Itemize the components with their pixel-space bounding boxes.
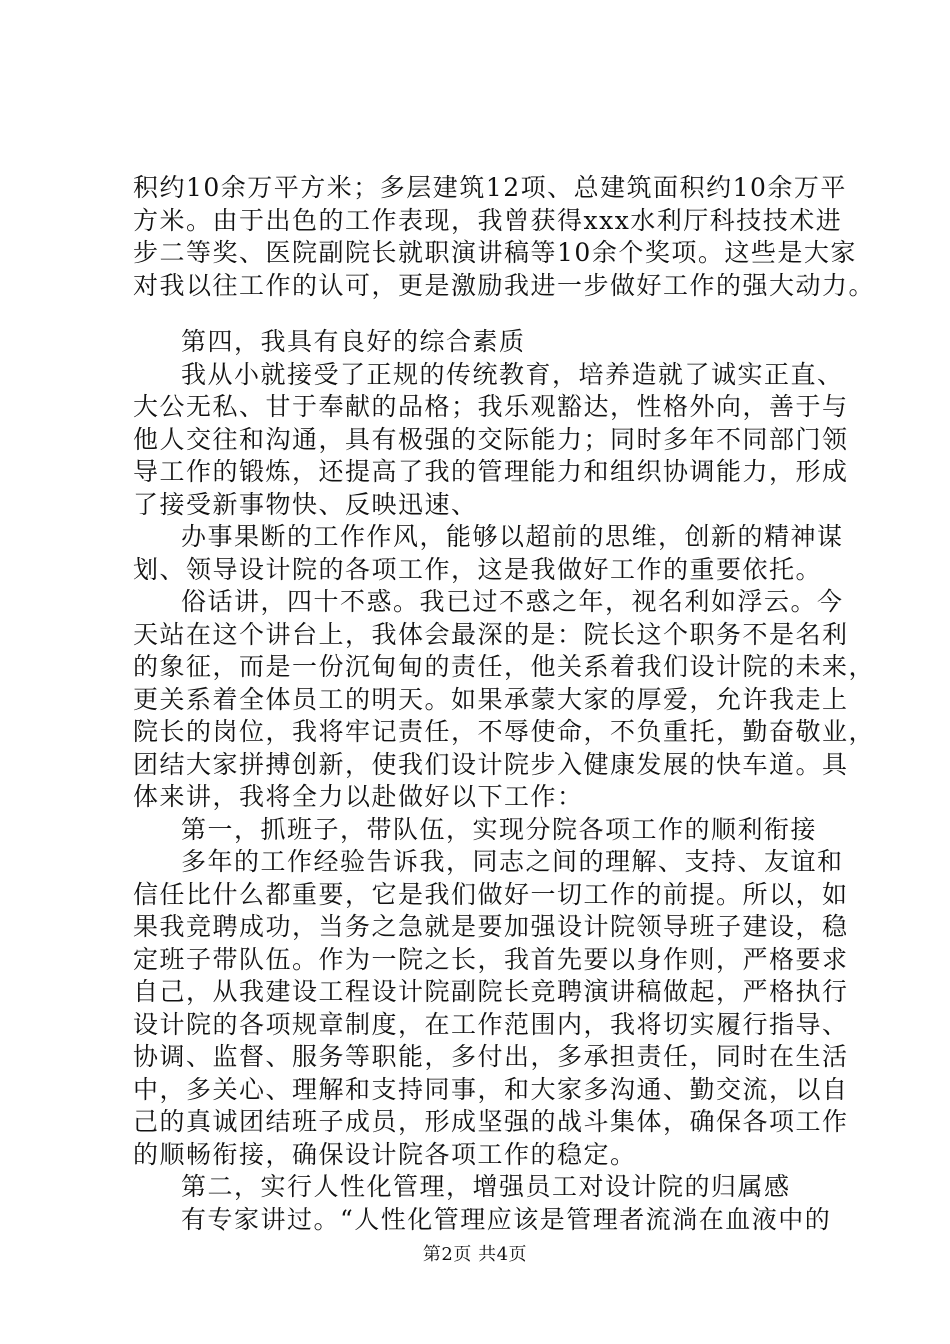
text-line: 第四，我具有良好的综合素质: [181, 327, 526, 356]
text-line: 设计院的各项规章制度，在工作范围内，我将切实履行指导、: [133, 1009, 849, 1039]
text-line: 步二等奖、医院副院长就职演讲稿等10余个奖项。这些是大家: [133, 238, 857, 267]
text-line: 更关系着全体员工的明天。如果承蒙大家的厚爱，允许我走上: [133, 684, 849, 714]
top-paragraph: [133, 172, 876, 302]
text-line: 方米。由于出色的工作表现，我曾获得xxx水利厅科技技术进: [133, 205, 843, 235]
text-line: 积约10余万平方米；多层建筑12项、总建筑面积约10余万平: [133, 173, 847, 202]
text-line: 俗话讲，四十不惑。我已过不惑之年，视名利如浮云。今: [181, 587, 844, 616]
text-line: 定班子带队伍。作为一院之长，我首先要以身作则，严格要求: [133, 944, 849, 974]
text-line: 第二，实行人性化管理，增强员工对设计院的归属感: [181, 1172, 791, 1201]
text-line: 多年的工作经验告诉我，同志之间的理解、支持、友谊和: [181, 847, 844, 876]
text-line: 己的真诚团结班子成员，形成坚强的战斗集体，确保各项工作: [133, 1107, 849, 1136]
text-line: 体来讲，我将全力以赴做好以下工作：: [133, 782, 584, 811]
text-line: 第一，抓班子，带队伍，实现分院各项工作的顺利衔接: [181, 814, 818, 844]
text-line: 院长的岗位，我将牢记责任，不辱使命，不负重托，勤奋敬业，: [133, 717, 876, 746]
text-line: 中，多关心、理解和支持同事，和大家多沟通、勤交流，以自: [133, 1074, 849, 1104]
text-line: 办事果断的工作作风，能够以超前的思维，创新的精神谋: [181, 522, 844, 551]
text-line: 划、领导设计院的各项工作，这是我做好工作的重要依托。: [133, 554, 823, 584]
text-line: 我从小就接受了正规的传统教育，培养造就了诚实正直、: [181, 359, 844, 389]
body-text: [133, 326, 876, 1236]
text-line: 天站在这个讲台上，我体会最深的是：院长这个职务不是名利: [133, 619, 849, 649]
text-line: 有专家讲过。“人性化管理应该是管理者流淌在血液中的: [181, 1204, 832, 1234]
page-number-footer: 第2页 共4页: [422, 1244, 528, 1265]
text-line: 的顺畅衔接，确保设计院各项工作的稳定。: [133, 1139, 637, 1169]
text-line: 协调、监督、服务等职能，多付出，多承担责任，同时在生活: [133, 1042, 849, 1071]
text-line: 信任比什么都重要，它是我们做好一切工作的前提。所以，如: [133, 879, 849, 909]
text-line: 他人交往和沟通，具有极强的交际能力；同时多年不同部门领: [133, 424, 849, 454]
text-line: 自己，从我建设工程设计院副院长竞聘演讲稿做起，严格执行: [133, 977, 849, 1006]
text-line: 导工作的锻炼，还提高了我的管理能力和组织协调能力，形成: [133, 457, 849, 486]
text-line: 了接受新事物快、反映迅速、: [133, 489, 478, 519]
text-line: 对我以往工作的认可，更是激励我进一步做好工作的强大动力。: [133, 270, 876, 300]
text-line: 大公无私、甘于奉献的品格；我乐观豁达，性格外向，善于与: [133, 392, 849, 421]
text-line: 果我竞聘成功，当务之急就是要加强设计院领导班子建设，稳: [133, 912, 849, 941]
text-line: 的象征，而是一份沉甸甸的责任，他关系着我们设计院的未来，: [133, 652, 876, 681]
text-line: 团结大家拼搏创新，使我们设计院步入健康发展的快车道。具: [133, 749, 849, 779]
